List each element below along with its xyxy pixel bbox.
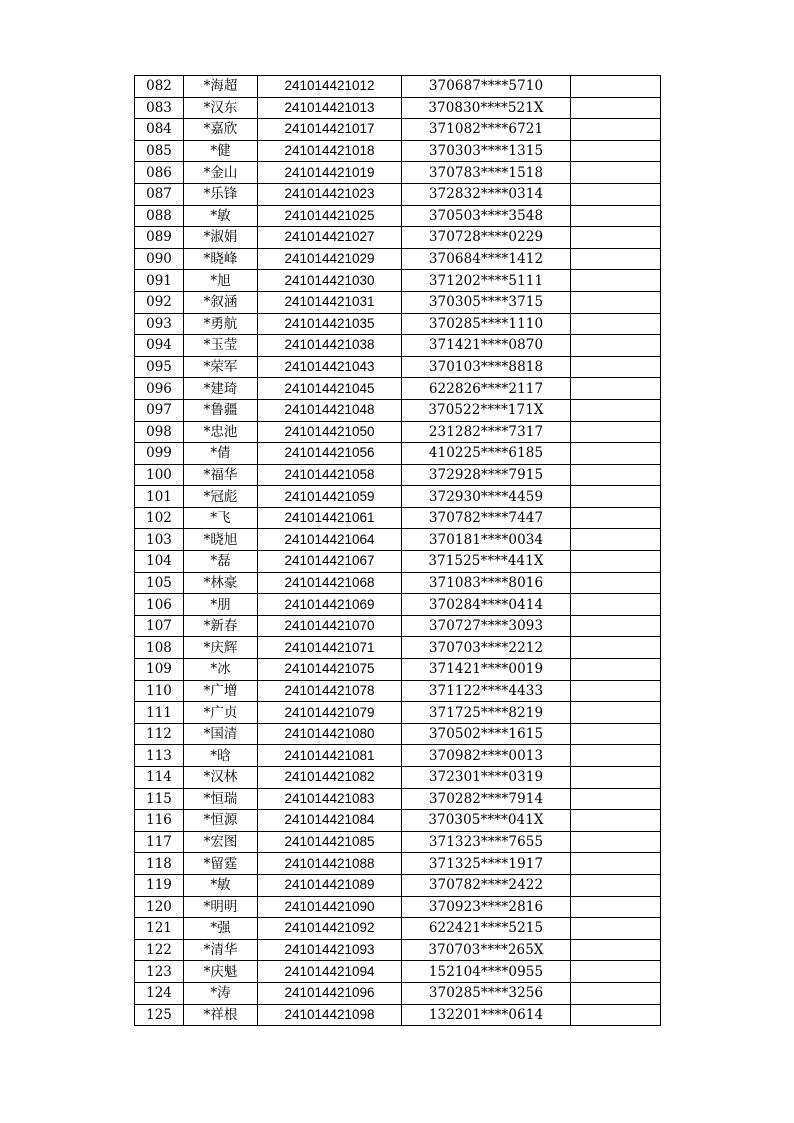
remark-cell <box>571 594 661 616</box>
student-id-cell: 241014421058 <box>258 464 402 486</box>
row-number-cell: 108 <box>135 637 184 659</box>
id-card-cell: 370727****3093 <box>402 615 571 637</box>
row-number-cell: 111 <box>135 702 184 724</box>
remark-cell <box>571 162 661 184</box>
student-id-cell: 241014421090 <box>258 896 402 918</box>
row-number-cell: 096 <box>135 378 184 400</box>
table-row <box>135 680 661 702</box>
table-row <box>135 378 661 400</box>
row-number-cell: 086 <box>135 162 184 184</box>
name-cell: *勇航 <box>184 313 258 335</box>
row-number-cell: 084 <box>135 119 184 141</box>
remark-cell <box>571 874 661 896</box>
row-number-cell: 082 <box>135 76 184 98</box>
table-row <box>135 529 661 551</box>
student-id-cell: 241014421079 <box>258 702 402 724</box>
row-number-cell: 105 <box>135 572 184 594</box>
remark-cell <box>571 291 661 313</box>
remark-cell <box>571 831 661 853</box>
remark-cell <box>571 788 661 810</box>
id-card-cell: 370284****0414 <box>402 594 571 616</box>
table-row <box>135 270 661 292</box>
id-card-cell: 231282****7317 <box>402 421 571 443</box>
name-cell: *忠池 <box>184 421 258 443</box>
id-card-cell: 370830****521X <box>402 97 571 119</box>
row-number-cell: 087 <box>135 183 184 205</box>
name-cell: *旭 <box>184 270 258 292</box>
table-row <box>135 486 661 508</box>
student-id-cell: 241014421059 <box>258 486 402 508</box>
id-card-cell: 372832****0314 <box>402 183 571 205</box>
row-number-cell: 120 <box>135 896 184 918</box>
id-card-cell: 372301****0319 <box>402 767 571 789</box>
row-number-cell: 088 <box>135 205 184 227</box>
table-row <box>135 723 661 745</box>
table-row <box>135 767 661 789</box>
remark-cell <box>571 97 661 119</box>
student-id-cell: 241014421056 <box>258 443 402 465</box>
table-row <box>135 637 661 659</box>
table-row <box>135 831 661 853</box>
table-row <box>135 572 661 594</box>
name-cell: *涛 <box>184 982 258 1004</box>
name-cell: *宏图 <box>184 831 258 853</box>
name-cell: *晓旭 <box>184 529 258 551</box>
remark-cell <box>571 119 661 141</box>
table-row <box>135 162 661 184</box>
name-cell: *晗 <box>184 745 258 767</box>
remark-cell <box>571 982 661 1004</box>
table-row <box>135 961 661 983</box>
remark-cell <box>571 205 661 227</box>
name-cell: *荣军 <box>184 356 258 378</box>
student-id-cell: 241014421023 <box>258 183 402 205</box>
student-id-cell: 241014421013 <box>258 97 402 119</box>
row-number-cell: 117 <box>135 831 184 853</box>
row-number-cell: 089 <box>135 227 184 249</box>
id-card-cell: 152104****0955 <box>402 961 571 983</box>
student-id-cell: 241014421043 <box>258 356 402 378</box>
row-number-cell: 124 <box>135 982 184 1004</box>
row-number-cell: 090 <box>135 248 184 270</box>
remark-cell <box>571 399 661 421</box>
row-number-cell: 104 <box>135 551 184 573</box>
remark-cell <box>571 464 661 486</box>
name-cell: *广贞 <box>184 702 258 724</box>
student-id-cell: 241014421027 <box>258 227 402 249</box>
row-number-cell: 098 <box>135 421 184 443</box>
table-row <box>135 119 661 141</box>
name-cell: *明明 <box>184 896 258 918</box>
row-number-cell: 083 <box>135 97 184 119</box>
table-row <box>135 183 661 205</box>
id-card-cell: 410225****6185 <box>402 443 571 465</box>
table-row <box>135 594 661 616</box>
table-row <box>135 918 661 940</box>
student-id-cell: 241014421045 <box>258 378 402 400</box>
id-card-cell: 370982****0013 <box>402 745 571 767</box>
remark-cell <box>571 939 661 961</box>
row-number-cell: 101 <box>135 486 184 508</box>
table-row <box>135 399 661 421</box>
remark-cell <box>571 896 661 918</box>
id-card-cell: 370305****3715 <box>402 291 571 313</box>
id-card-cell: 622421****5215 <box>402 918 571 940</box>
row-number-cell: 091 <box>135 270 184 292</box>
table-row <box>135 97 661 119</box>
row-number-cell: 115 <box>135 788 184 810</box>
table-row <box>135 443 661 465</box>
name-cell: *海超 <box>184 76 258 98</box>
table-row <box>135 853 661 875</box>
roster-table-body <box>135 76 661 1026</box>
name-cell: *强 <box>184 918 258 940</box>
student-id-cell: 241014421018 <box>258 140 402 162</box>
name-cell: *晓峰 <box>184 248 258 270</box>
name-cell: *鲁疆 <box>184 399 258 421</box>
id-card-cell: 370282****7914 <box>402 788 571 810</box>
name-cell: *恒瑞 <box>184 788 258 810</box>
student-id-cell: 241014421080 <box>258 723 402 745</box>
student-id-cell: 241014421067 <box>258 551 402 573</box>
id-card-cell: 371083****8016 <box>402 572 571 594</box>
student-id-cell: 241014421025 <box>258 205 402 227</box>
student-id-cell: 241014421031 <box>258 291 402 313</box>
remark-cell <box>571 421 661 443</box>
row-number-cell: 114 <box>135 767 184 789</box>
id-card-cell: 370522****171X <box>402 399 571 421</box>
id-card-cell: 370502****1615 <box>402 723 571 745</box>
table-row <box>135 615 661 637</box>
student-id-cell: 241014421098 <box>258 1004 402 1026</box>
id-card-cell: 370687****5710 <box>402 76 571 98</box>
remark-cell <box>571 443 661 465</box>
name-cell: *敏 <box>184 874 258 896</box>
name-cell: *福华 <box>184 464 258 486</box>
row-number-cell: 093 <box>135 313 184 335</box>
id-card-cell: 370103****8818 <box>402 356 571 378</box>
name-cell: *林豪 <box>184 572 258 594</box>
name-cell: *新春 <box>184 615 258 637</box>
name-cell: *庆辉 <box>184 637 258 659</box>
table-row <box>135 939 661 961</box>
id-card-cell: 370703****265X <box>402 939 571 961</box>
roster-table <box>134 75 661 1026</box>
name-cell: *朋 <box>184 594 258 616</box>
name-cell: *叙涵 <box>184 291 258 313</box>
row-number-cell: 125 <box>135 1004 184 1026</box>
name-cell: *国清 <box>184 723 258 745</box>
id-card-cell: 371525****441X <box>402 551 571 573</box>
row-number-cell: 094 <box>135 335 184 357</box>
id-card-cell: 372930****4459 <box>402 486 571 508</box>
student-id-cell: 241014421085 <box>258 831 402 853</box>
row-number-cell: 122 <box>135 939 184 961</box>
remark-cell <box>571 507 661 529</box>
remark-cell <box>571 767 661 789</box>
name-cell: *嘉欣 <box>184 119 258 141</box>
remark-cell <box>571 853 661 875</box>
id-card-cell: 371082****6721 <box>402 119 571 141</box>
id-card-cell: 371202****5111 <box>402 270 571 292</box>
table-row <box>135 745 661 767</box>
table-row <box>135 1004 661 1026</box>
id-card-cell: 370285****1110 <box>402 313 571 335</box>
name-cell: *玉莹 <box>184 335 258 357</box>
table-row <box>135 507 661 529</box>
row-number-cell: 113 <box>135 745 184 767</box>
student-id-cell: 241014421064 <box>258 529 402 551</box>
id-card-cell: 370783****1518 <box>402 162 571 184</box>
student-id-cell: 241014421029 <box>258 248 402 270</box>
row-number-cell: 107 <box>135 615 184 637</box>
remark-cell <box>571 659 661 681</box>
id-card-cell: 371421****0019 <box>402 659 571 681</box>
student-id-cell: 241014421094 <box>258 961 402 983</box>
id-card-cell: 371725****8219 <box>402 702 571 724</box>
remark-cell <box>571 551 661 573</box>
remark-cell <box>571 702 661 724</box>
name-cell: *冠彪 <box>184 486 258 508</box>
student-id-cell: 241014421030 <box>258 270 402 292</box>
id-card-cell: 371325****1917 <box>402 853 571 875</box>
id-card-cell: 370303****1315 <box>402 140 571 162</box>
name-cell: *飞 <box>184 507 258 529</box>
id-card-cell: 370782****7447 <box>402 507 571 529</box>
table-row <box>135 810 661 832</box>
student-id-cell: 241014421035 <box>258 313 402 335</box>
name-cell: *敏 <box>184 205 258 227</box>
id-card-cell: 371421****0870 <box>402 335 571 357</box>
name-cell: *汉东 <box>184 97 258 119</box>
table-row <box>135 291 661 313</box>
student-id-cell: 241014421078 <box>258 680 402 702</box>
student-id-cell: 241014421096 <box>258 982 402 1004</box>
table-row <box>135 874 661 896</box>
remark-cell <box>571 918 661 940</box>
student-id-cell: 241014421088 <box>258 853 402 875</box>
id-card-cell: 132201****0614 <box>402 1004 571 1026</box>
name-cell: *广增 <box>184 680 258 702</box>
student-id-cell: 241014421069 <box>258 594 402 616</box>
id-card-cell: 370503****3548 <box>402 205 571 227</box>
student-id-cell: 241014421092 <box>258 918 402 940</box>
table-row <box>135 76 661 98</box>
id-card-cell: 370181****0034 <box>402 529 571 551</box>
name-cell: *恒源 <box>184 810 258 832</box>
remark-cell <box>571 637 661 659</box>
table-row <box>135 464 661 486</box>
remark-cell <box>571 313 661 335</box>
id-card-cell: 370285****3256 <box>402 982 571 1004</box>
remark-cell <box>571 140 661 162</box>
remark-cell <box>571 723 661 745</box>
row-number-cell: 100 <box>135 464 184 486</box>
remark-cell <box>571 810 661 832</box>
table-row <box>135 659 661 681</box>
student-id-cell: 241014421017 <box>258 119 402 141</box>
table-row <box>135 896 661 918</box>
name-cell: *健 <box>184 140 258 162</box>
student-id-cell: 241014421068 <box>258 572 402 594</box>
student-id-cell: 241014421050 <box>258 421 402 443</box>
id-card-cell: 370923****2816 <box>402 896 571 918</box>
name-cell: *庆魁 <box>184 961 258 983</box>
row-number-cell: 110 <box>135 680 184 702</box>
table-row <box>135 313 661 335</box>
table-row <box>135 356 661 378</box>
name-cell: *金山 <box>184 162 258 184</box>
student-id-cell: 241014421083 <box>258 788 402 810</box>
id-card-cell: 371122****4433 <box>402 680 571 702</box>
id-card-cell: 370684****1412 <box>402 248 571 270</box>
row-number-cell: 092 <box>135 291 184 313</box>
remark-cell <box>571 227 661 249</box>
name-cell: *倩 <box>184 443 258 465</box>
table-row <box>135 421 661 443</box>
id-card-cell: 622826****2117 <box>402 378 571 400</box>
student-id-cell: 241014421084 <box>258 810 402 832</box>
table-row <box>135 551 661 573</box>
name-cell: *冰 <box>184 659 258 681</box>
name-cell: *祥根 <box>184 1004 258 1026</box>
student-id-cell: 241014421089 <box>258 874 402 896</box>
row-number-cell: 118 <box>135 853 184 875</box>
student-id-cell: 241014421093 <box>258 939 402 961</box>
student-id-cell: 241014421019 <box>258 162 402 184</box>
id-card-cell: 370782****2422 <box>402 874 571 896</box>
id-card-cell: 370305****041X <box>402 810 571 832</box>
table-row <box>135 982 661 1004</box>
row-number-cell: 119 <box>135 874 184 896</box>
row-number-cell: 097 <box>135 399 184 421</box>
remark-cell <box>571 378 661 400</box>
student-id-cell: 241014421071 <box>258 637 402 659</box>
table-row <box>135 248 661 270</box>
row-number-cell: 099 <box>135 443 184 465</box>
table-row <box>135 205 661 227</box>
name-cell: *汉林 <box>184 767 258 789</box>
student-id-cell: 241014421081 <box>258 745 402 767</box>
row-number-cell: 123 <box>135 961 184 983</box>
table-row <box>135 335 661 357</box>
table-row <box>135 702 661 724</box>
remark-cell <box>571 961 661 983</box>
student-id-cell: 241014421070 <box>258 615 402 637</box>
student-id-cell: 241014421082 <box>258 767 402 789</box>
row-number-cell: 112 <box>135 723 184 745</box>
student-id-cell: 241014421075 <box>258 659 402 681</box>
id-card-cell: 370728****0229 <box>402 227 571 249</box>
remark-cell <box>571 680 661 702</box>
name-cell: *乐锋 <box>184 183 258 205</box>
student-id-cell: 241014421038 <box>258 335 402 357</box>
id-card-cell: 371323****7655 <box>402 831 571 853</box>
name-cell: *淑娟 <box>184 227 258 249</box>
remark-cell <box>571 529 661 551</box>
student-id-cell: 241014421048 <box>258 399 402 421</box>
remark-cell <box>571 76 661 98</box>
row-number-cell: 103 <box>135 529 184 551</box>
name-cell: *磊 <box>184 551 258 573</box>
student-id-cell: 241014421061 <box>258 507 402 529</box>
name-cell: *建琦 <box>184 378 258 400</box>
name-cell: *清华 <box>184 939 258 961</box>
table-row <box>135 227 661 249</box>
row-number-cell: 121 <box>135 918 184 940</box>
table-row <box>135 788 661 810</box>
remark-cell <box>571 615 661 637</box>
remark-cell <box>571 356 661 378</box>
remark-cell <box>571 248 661 270</box>
row-number-cell: 116 <box>135 810 184 832</box>
remark-cell <box>571 745 661 767</box>
remark-cell <box>571 335 661 357</box>
table-row <box>135 140 661 162</box>
row-number-cell: 102 <box>135 507 184 529</box>
row-number-cell: 095 <box>135 356 184 378</box>
row-number-cell: 085 <box>135 140 184 162</box>
id-card-cell: 370703****2212 <box>402 637 571 659</box>
row-number-cell: 106 <box>135 594 184 616</box>
name-cell: *留霆 <box>184 853 258 875</box>
remark-cell <box>571 486 661 508</box>
remark-cell <box>571 183 661 205</box>
id-card-cell: 372928****7915 <box>402 464 571 486</box>
row-number-cell: 109 <box>135 659 184 681</box>
remark-cell <box>571 1004 661 1026</box>
remark-cell <box>571 270 661 292</box>
student-id-cell: 241014421012 <box>258 76 402 98</box>
remark-cell <box>571 572 661 594</box>
